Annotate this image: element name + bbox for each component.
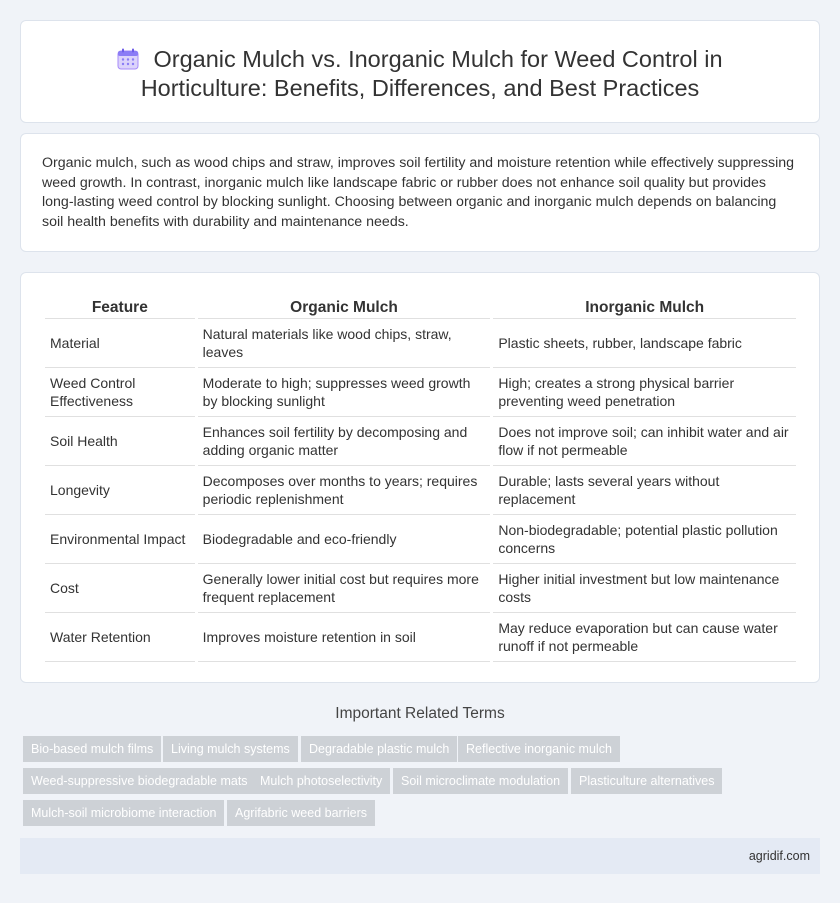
table-header-row (45, 295, 796, 319)
feature-cell: Environmental Impact (45, 515, 195, 564)
inorganic-cell: Non-biodegradable; potential plastic pollution concerns (493, 515, 796, 564)
related-term-tag[interactable]: Agrifabric weed barriers (227, 800, 375, 826)
inorganic-cell: Does not improve soil; can inhibit water and air flow if not permeable (493, 417, 796, 466)
organic-cell: Decomposes over months to years; requires periodic replenishment (198, 466, 491, 515)
intro-card (20, 133, 820, 252)
related-term-tag[interactable]: Soil microclimate modulation (393, 768, 568, 794)
related-terms-title: Important Related Terms (335, 705, 505, 722)
table-row (45, 466, 796, 515)
related-term-tag[interactable]: Mulch-soil microbiome interaction (23, 800, 224, 826)
inorganic-cell: High; creates a strong physical barrier preventing weed penetration (493, 368, 796, 417)
organic-cell: Natural materials like wood chips, straw, leaves (198, 319, 491, 368)
related-term-tag[interactable]: Living mulch systems (163, 736, 298, 762)
organic-cell: Improves moisture retention in soil (198, 613, 491, 662)
header-feature: Feature (45, 295, 195, 319)
footer-site-link[interactable]: agridif.com (748, 849, 810, 863)
related-term-tag[interactable]: Reflective inorganic mulch (458, 736, 620, 762)
header-inorganic: Inorganic Mulch (493, 295, 796, 319)
feature-cell: Cost (45, 564, 195, 613)
comparison-card (20, 272, 820, 683)
organic-cell: Moderate to high; suppresses weed growth by blocking sunlight (198, 368, 491, 417)
related-term-tag[interactable]: Mulch photoselectivity (252, 768, 390, 794)
inorganic-cell: Durable; lasts several years without replacement (493, 466, 796, 515)
organic-cell: Biodegradable and eco-friendly (198, 515, 491, 564)
footer (20, 838, 820, 874)
feature-cell: Material (45, 319, 195, 368)
feature-cell: Water Retention (45, 613, 195, 662)
table-row (45, 417, 796, 466)
inorganic-cell: Plastic sheets, rubber, landscape fabric (493, 319, 796, 368)
related-term-tag[interactable]: Degradable plastic mulch (301, 736, 457, 762)
feature-cell: Longevity (45, 466, 195, 515)
table-row (45, 613, 796, 662)
comparison-table (42, 295, 799, 662)
inorganic-cell: Higher initial investment but low maintenance costs (493, 564, 796, 613)
feature-cell: Soil Health (45, 417, 195, 466)
organic-cell: Generally lower initial cost but requires more frequent replacement (198, 564, 491, 613)
feature-cell: Weed Control Effectiveness (45, 368, 195, 417)
table-row (45, 368, 796, 417)
table-row (45, 319, 796, 368)
page-title-text: Organic Mulch vs. Inorganic Mulch for Weed Control in Horticulture: Benefits, Differences, and Best Practices (140, 46, 723, 101)
related-term-tag[interactable]: Plasticulture alternatives (571, 768, 722, 794)
organic-cell: Enhances soil fertility by decomposing and adding organic matter (198, 417, 491, 466)
inorganic-cell: May reduce evaporation but can cause water runoff if not permeable (493, 613, 796, 662)
page-title (21, 45, 819, 103)
table-row (45, 515, 796, 564)
header-organic: Organic Mulch (198, 295, 491, 319)
title-card (20, 20, 820, 123)
related-term-tag[interactable]: Bio-based mulch films (23, 736, 161, 762)
intro-paragraph: Organic mulch, such as wood chips and straw, improves soil fertility and moisture retention while effectively suppressing weed growth. In contrast, inorganic mulch like landscape fabric or rubber does not enhance soil quality but provides long-lasting weed control by blocking sunlight. Choosing between organic and inorganic mulch depends on balancing soil health benefits with durability and maintenance needs. (42, 155, 795, 230)
calendar-icon (117, 48, 139, 70)
related-term-tag[interactable]: Weed-suppressive biodegradable mats (23, 768, 256, 794)
table-row (45, 564, 796, 613)
